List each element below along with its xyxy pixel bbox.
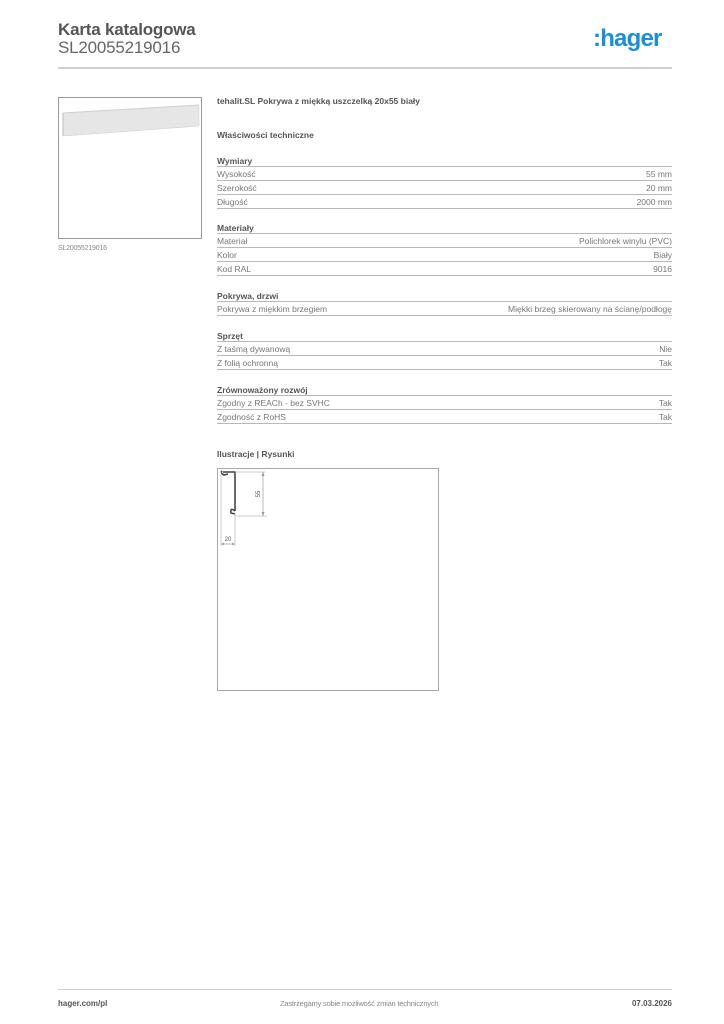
- technical-drawing: [217, 468, 439, 691]
- property-label: Wysokość: [217, 169, 256, 179]
- property-label: Zgodność z RoHS: [217, 412, 286, 422]
- table-row: [217, 248, 672, 262]
- table-row: [217, 396, 672, 410]
- website-link[interactable]: hager.com/pl: [58, 999, 108, 1008]
- section-cover-doors: [217, 290, 672, 316]
- property-label: Kolor: [217, 250, 237, 260]
- property-label: Długość: [217, 197, 248, 207]
- section-title: Wymiary: [217, 155, 672, 167]
- width-dimension-label: 20: [224, 537, 232, 543]
- hager-logo: :hager: [593, 25, 662, 52]
- section-sustainability: [217, 384, 672, 424]
- product-thumbnail: [58, 97, 202, 239]
- table-row: [217, 356, 672, 370]
- property-label: Zgodny z REACh - bez SVHC: [217, 398, 330, 408]
- table-row: [217, 167, 672, 181]
- property-label: Szerokość: [217, 183, 257, 193]
- section-title: Sprzęt: [217, 330, 672, 342]
- property-label: Z folią ochronną: [217, 358, 278, 368]
- property-value: 2000 mm: [636, 197, 672, 207]
- document-date: 07.03.2026: [631, 999, 672, 1008]
- property-value: Nie: [659, 344, 672, 354]
- property-value: Tak: [658, 358, 672, 368]
- table-row: [217, 302, 672, 316]
- section-title: Zrównoważony rozwój: [217, 384, 672, 396]
- table-row: [217, 410, 672, 424]
- footer-divider: [58, 989, 672, 990]
- table-row: [217, 262, 672, 276]
- property-value: 20 mm: [646, 183, 672, 193]
- section-title: Materiały: [217, 222, 672, 234]
- product-code: SL20055219016: [58, 38, 181, 57]
- cross-section-drawing-icon: [218, 469, 440, 692]
- product-title: tehalit.SL Pokrywa z miękką uszczelką 20x55 biały: [217, 96, 421, 106]
- property-label: Z taśmą dywanową: [217, 344, 291, 354]
- property-value: Biały: [653, 250, 672, 260]
- section-equipment: [217, 330, 672, 370]
- table-row: [217, 195, 672, 209]
- section-title: Pokrywa, drzwi: [217, 290, 672, 302]
- property-value: Miękki brzeg skierowany na ścianę/podłogę: [508, 304, 672, 314]
- property-value: Tak: [658, 412, 672, 422]
- table-row: [217, 234, 672, 248]
- property-value: Tak: [658, 398, 672, 408]
- section-dimensions: [217, 155, 672, 209]
- illustrations-heading: Ilustracje | Rysunki: [217, 449, 295, 459]
- thumbnail-caption: SL20055219016: [58, 245, 107, 252]
- property-value: Polichlorek winylu (PVC): [578, 236, 672, 246]
- height-dimension-label: 55: [256, 490, 262, 498]
- document-title: Karta katalogowa: [58, 20, 196, 39]
- product-cover-profile-image: [59, 98, 203, 240]
- property-value: 55 mm: [646, 169, 672, 179]
- property-value: 9016: [653, 264, 672, 274]
- section-materials: [217, 222, 672, 276]
- table-row: [217, 181, 672, 195]
- technical-properties-heading: Właściwości techniczne: [217, 130, 314, 140]
- property-label: Materiał: [217, 236, 248, 246]
- header-divider: [58, 67, 672, 69]
- table-row: [217, 342, 672, 356]
- disclaimer-text: Zastrzegamy sobie możliwość zmian technicznych: [280, 999, 439, 1008]
- property-label: Kod RAL: [217, 264, 252, 274]
- property-label: Pokrywa z miękkim brzegiem: [217, 304, 328, 314]
